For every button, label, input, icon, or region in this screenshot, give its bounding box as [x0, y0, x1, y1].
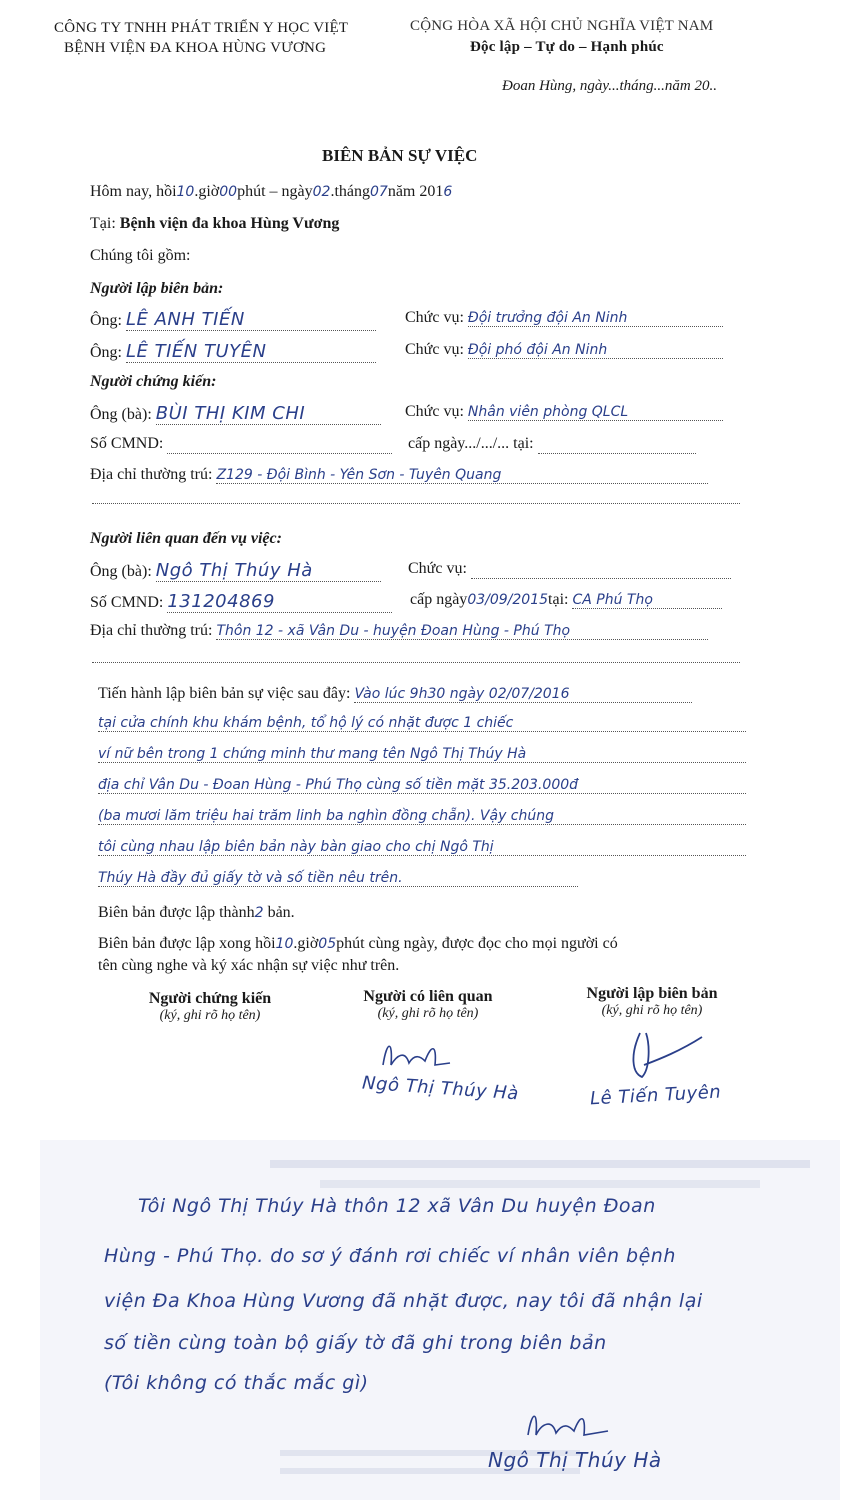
hospital-name: BỆNH VIỆN ĐA KHOA HÙNG VƯƠNG: [64, 40, 327, 56]
narrative-line-5: (ba mươi lăm triệu hai trăm linh ba nghìn đồng chẵn). Vậy chúng: [98, 808, 746, 825]
closing-minute: 05: [318, 936, 337, 952]
location-value: Bệnh viện đa khoa Hùng Vương: [119, 215, 340, 232]
copies-count: 2: [254, 905, 264, 921]
related-role-wrap: [408, 560, 731, 579]
narrative-line-6: tôi cùng nhau lập biên bản này bàn giao cho chị Ngô Thị: [98, 839, 746, 856]
witness-heading: Người chứng kiến:: [90, 373, 217, 390]
day-value: 02: [312, 184, 331, 200]
author-2-name: LÊ TIẾN TUYÊN: [126, 341, 376, 363]
related-issue-at-label: tại:: [548, 591, 569, 608]
related-name: Ngô Thị Thúy Hà: [156, 560, 381, 582]
copies-suffix: bản.: [267, 904, 295, 921]
related-cmnd-row: [90, 591, 392, 613]
signature-subtitle-author: (ký, ghi rõ họ tên): [601, 1003, 703, 1018]
related-cmnd: 131204869: [167, 591, 392, 613]
witness-issue-wrap: [408, 435, 696, 454]
closing-line-1: Biên bản được lập xong hồi10.giờ05phút cùng ngày, được đọc cho mọi người có: [98, 935, 618, 952]
note-line-4: số tiền cùng toàn bộ giấy tờ đã ghi trong biên bản: [104, 1332, 607, 1354]
witness-role: Nhân viên phòng QLCL: [468, 404, 723, 421]
location-line: [90, 215, 339, 233]
author-row-2: [90, 341, 376, 363]
related-address-label: Địa chỉ thường trú:: [90, 622, 213, 639]
closing-hour-label: giờ: [297, 935, 319, 952]
note-line-5: (Tôi không có thắc mắc gì): [104, 1372, 369, 1394]
author-1-role-wrap: [405, 309, 723, 327]
witness-cmnd-row: [90, 435, 392, 454]
author-1-role: Đội trưởng đội An Ninh: [468, 310, 723, 327]
narrative-first-row: [98, 685, 692, 703]
closing-prefix: Biên bản được lập xong hồi: [98, 935, 276, 952]
copies-prefix: Biên bản được lập thành: [98, 904, 255, 921]
signature-block-author: [552, 985, 752, 1019]
copies-line: [98, 904, 295, 922]
note-signature-scribble: [520, 1405, 630, 1445]
related-prefix: Ông (bà):: [90, 563, 152, 580]
related-name-row: [90, 560, 381, 582]
related-address: Thôn 12 - xã Vân Du - huyện Đoan Hùng - Phú Thọ: [216, 623, 708, 640]
signature-title-related: Người có liên quan: [363, 988, 493, 1005]
month-label: tháng: [334, 183, 370, 200]
author-1-prefix: Ông:: [90, 312, 122, 329]
witness-prefix: Ông (bà):: [90, 406, 152, 423]
related-issue-at: CA Phú Thọ: [572, 592, 722, 609]
author-2-prefix: Ông:: [90, 344, 122, 361]
witness-address-line-2: [92, 503, 740, 504]
related-role-blank: [471, 560, 731, 579]
signature-scribble-related: [375, 1035, 475, 1075]
year-label: năm 201: [387, 183, 444, 200]
signature-title-witness: Người chứng kiến: [148, 990, 272, 1007]
signature-scribble-author: [620, 1025, 710, 1085]
witness-address-label: Địa chỉ thường trú:: [90, 466, 213, 483]
witness-name: BÙI THỊ KIM CHI: [156, 403, 381, 425]
author-heading: Người lập biên bản:: [90, 280, 224, 297]
related-heading: Người liên quan đến vụ việc:: [90, 530, 282, 547]
related-cmnd-label: Số CMND:: [90, 594, 164, 611]
witness-role-label: Chức vụ:: [405, 403, 464, 420]
related-issue-wrap: [410, 591, 722, 609]
nation-title: CỘNG HÒA XÃ HỘI CHỦ NGHĨA VIỆT NAM: [410, 18, 714, 34]
related-address-line-2: [92, 662, 740, 663]
related-role-label: Chức vụ:: [408, 560, 467, 577]
month-value: 07: [370, 184, 388, 200]
signature-name-related: Ngô Thị Thúy Hà: [361, 1072, 520, 1105]
author-2-role-wrap: [405, 341, 723, 359]
year-end-value: 6: [443, 184, 453, 200]
signature-name-author: Lê Tiến Tuyên: [589, 1081, 722, 1110]
witness-address-row: [90, 466, 708, 484]
witness-cmnd-blank: [167, 435, 392, 454]
motto: Độc lập – Tự do – Hạnh phúc: [470, 39, 664, 55]
witness-issue-label: cấp ngày.../.../... tại:: [408, 435, 534, 452]
signature-title-author: Người lập biên bản: [586, 985, 718, 1002]
closing-hour: 10: [275, 936, 294, 952]
signature-block-witness: [110, 990, 310, 1024]
note-line-3: viện Đa Khoa Hùng Vương đã nhặt được, nay tôi đã nhận lại: [104, 1290, 703, 1312]
witness-role-wrap: [405, 403, 723, 421]
minute-label: phút – ngày: [237, 183, 313, 200]
note-line-1: Tôi Ngô Thị Thúy Hà thôn 12 xã Vân Du huyện Đoan: [138, 1195, 656, 1217]
narrative-line-7: Thúy Hà đầy đủ giấy tờ và số tiền nêu trên.: [98, 870, 578, 887]
closing-line-2: tên cùng nghe và ký xác nhận sự việc như trên.: [98, 957, 400, 974]
author-1-role-label: Chức vụ:: [405, 309, 464, 326]
time-prefix: Hôm nay, hồi: [90, 183, 177, 200]
related-issue-date: 03/09/2015: [467, 592, 549, 608]
note-line-2: Hùng - Phú Thọ. do sơ ý đánh rơi chiếc ví nhân viên bệnh: [104, 1245, 676, 1267]
witness-issue-blank: [538, 435, 696, 454]
minute-value: 00: [219, 184, 238, 200]
note-signer-name: Ngô Thị Thúy Hà: [488, 1448, 662, 1472]
hour-label: giờ: [198, 183, 220, 200]
author-2-role: Đội phó đội An Ninh: [468, 342, 723, 359]
signature-subtitle-witness: (ký, ghi rõ họ tên): [159, 1008, 261, 1023]
related-address-row: [90, 622, 708, 640]
company-name: CÔNG TY TNHH PHÁT TRIỂN Y HỌC VIỆT: [54, 20, 349, 36]
author-row-1: [90, 309, 376, 331]
witness-address: Z129 - Đội Bình - Yên Sơn - Tuyên Quang: [216, 467, 708, 484]
hour-value: 10: [176, 184, 195, 200]
members-label: Chúng tôi gồm:: [90, 247, 191, 264]
author-2-role-label: Chức vụ:: [405, 341, 464, 358]
narrative-line-4: địa chỉ Vân Du - Đoan Hùng - Phú Thọ cùng số tiền mặt 35.203.000đ: [98, 777, 746, 794]
witness-name-row: [90, 403, 381, 425]
time-line: Hôm nay, hồi10.giờ00phút – ngày02.tháng07năm 2016: [90, 183, 453, 200]
narrative-line-3: ví nữ bên trong 1 chứng minh thư mang tên Ngô Thị Thúy Hà: [98, 746, 746, 763]
signature-subtitle-related: (ký, ghi rõ họ tên): [377, 1006, 479, 1021]
related-issue-label: cấp ngày: [410, 591, 468, 608]
narrative-line-2: tại cửa chính khu khám bệnh, tổ hộ lý có nhặt được 1 chiếc: [98, 715, 746, 732]
narrative-line-1: Vào lúc 9h30 ngày 02/07/2016: [354, 686, 692, 703]
closing-suffix: phút cùng ngày, được đọc cho mọi người có: [336, 935, 618, 952]
witness-cmnd-label: Số CMND:: [90, 435, 164, 452]
narrative-label: Tiến hành lập biên bản sự việc sau đây:: [98, 685, 351, 702]
place-date: Đoan Hùng, ngày...tháng...năm 20..: [502, 78, 717, 94]
author-1-name: LÊ ANH TIẾN: [126, 309, 376, 331]
signature-block-related: [328, 988, 528, 1022]
document-title: BIÊN BẢN SỰ VIỆC: [322, 146, 478, 165]
location-label: Tại:: [90, 215, 116, 232]
